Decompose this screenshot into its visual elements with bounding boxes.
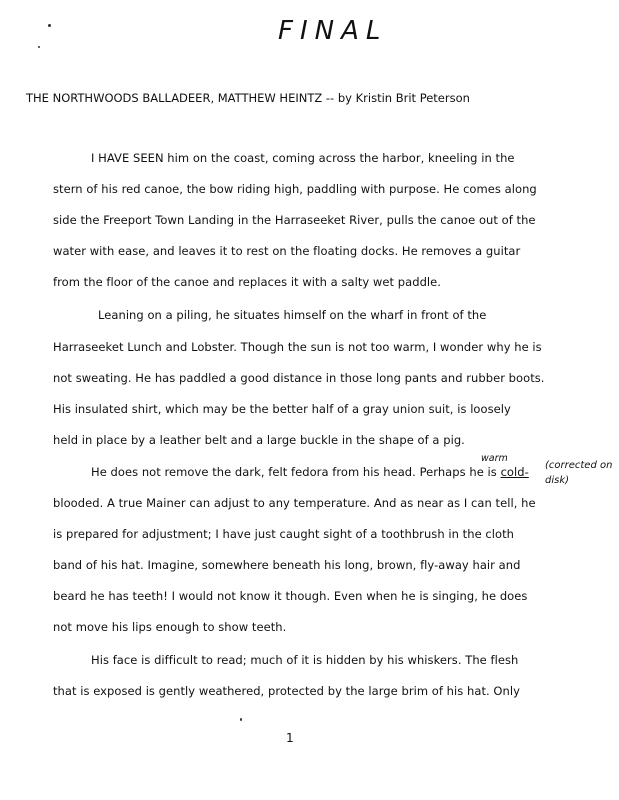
- text-line: not sweating. He has paddled a good distance in those long pants and rubber boots.: [53, 371, 545, 385]
- text-line: His insulated shirt, which may be the better half of a gray union suit, is loosely: [53, 402, 511, 416]
- text-line: blooded. A true Mainer can adjust to any temperature. And as near as I can tell, he: [53, 496, 536, 510]
- text-line: water with ease, and leaves it to rest on the floating docks. He removes a guitar: [53, 244, 521, 258]
- document-header: THE NORTHWOODS BALLADEER, MATTHEW HEINTZ -- by Kristin Brit Peterson: [26, 91, 470, 105]
- scan-speck: [48, 24, 51, 27]
- text-line: Leaning on a piling, he situates himself on the wharf in front of the: [98, 308, 487, 322]
- handwritten-annotation-above: warm: [481, 453, 508, 464]
- page-number: 1: [286, 731, 294, 745]
- text-line-with-correction: [91, 465, 529, 479]
- text-line: side the Freeport Town Landing in the Harraseeket River, pulls the canoe out of the: [53, 213, 536, 227]
- underlined-word: cold-: [500, 465, 529, 479]
- handwritten-title: FINAL: [278, 16, 388, 46]
- text-line: stern of his red canoe, the bow riding high, paddling with purpose. He comes along: [53, 182, 537, 196]
- text-line: Harraseeket Lunch and Lobster. Though the sun is not too warm, I wonder why he is: [53, 340, 542, 354]
- text-line: held in place by a leather belt and a large buckle in the shape of a pig.: [53, 433, 465, 447]
- scan-speck: [240, 718, 242, 721]
- text-line: not move his lips enough to show teeth.: [53, 620, 287, 634]
- scan-speck: [38, 46, 40, 48]
- text-line: His face is difficult to read; much of it is hidden by his whiskers. The flesh: [91, 653, 519, 667]
- text-line-start: He does not remove the dark, felt fedora from his head. Perhaps he is: [91, 465, 497, 479]
- handwritten-side-note: (corrected on disk): [545, 460, 613, 486]
- text-line: from the floor of the canoe and replaces it with a salty wet paddle.: [53, 275, 442, 289]
- text-line: beard he has teeth! I would not know it though. Even when he is singing, he does: [53, 589, 528, 603]
- text-line: I HAVE SEEN him on the coast, coming across the harbor, kneeling in the: [91, 151, 515, 165]
- text-line: that is exposed is gently weathered, protected by the large brim of his hat. Only: [53, 684, 520, 698]
- text-line: is prepared for adjustment; I have just caught sight of a toothbrush in the cloth: [53, 527, 514, 541]
- text-line: band of his hat. Imagine, somewhere beneath his long, brown, fly-away hair and: [53, 558, 521, 572]
